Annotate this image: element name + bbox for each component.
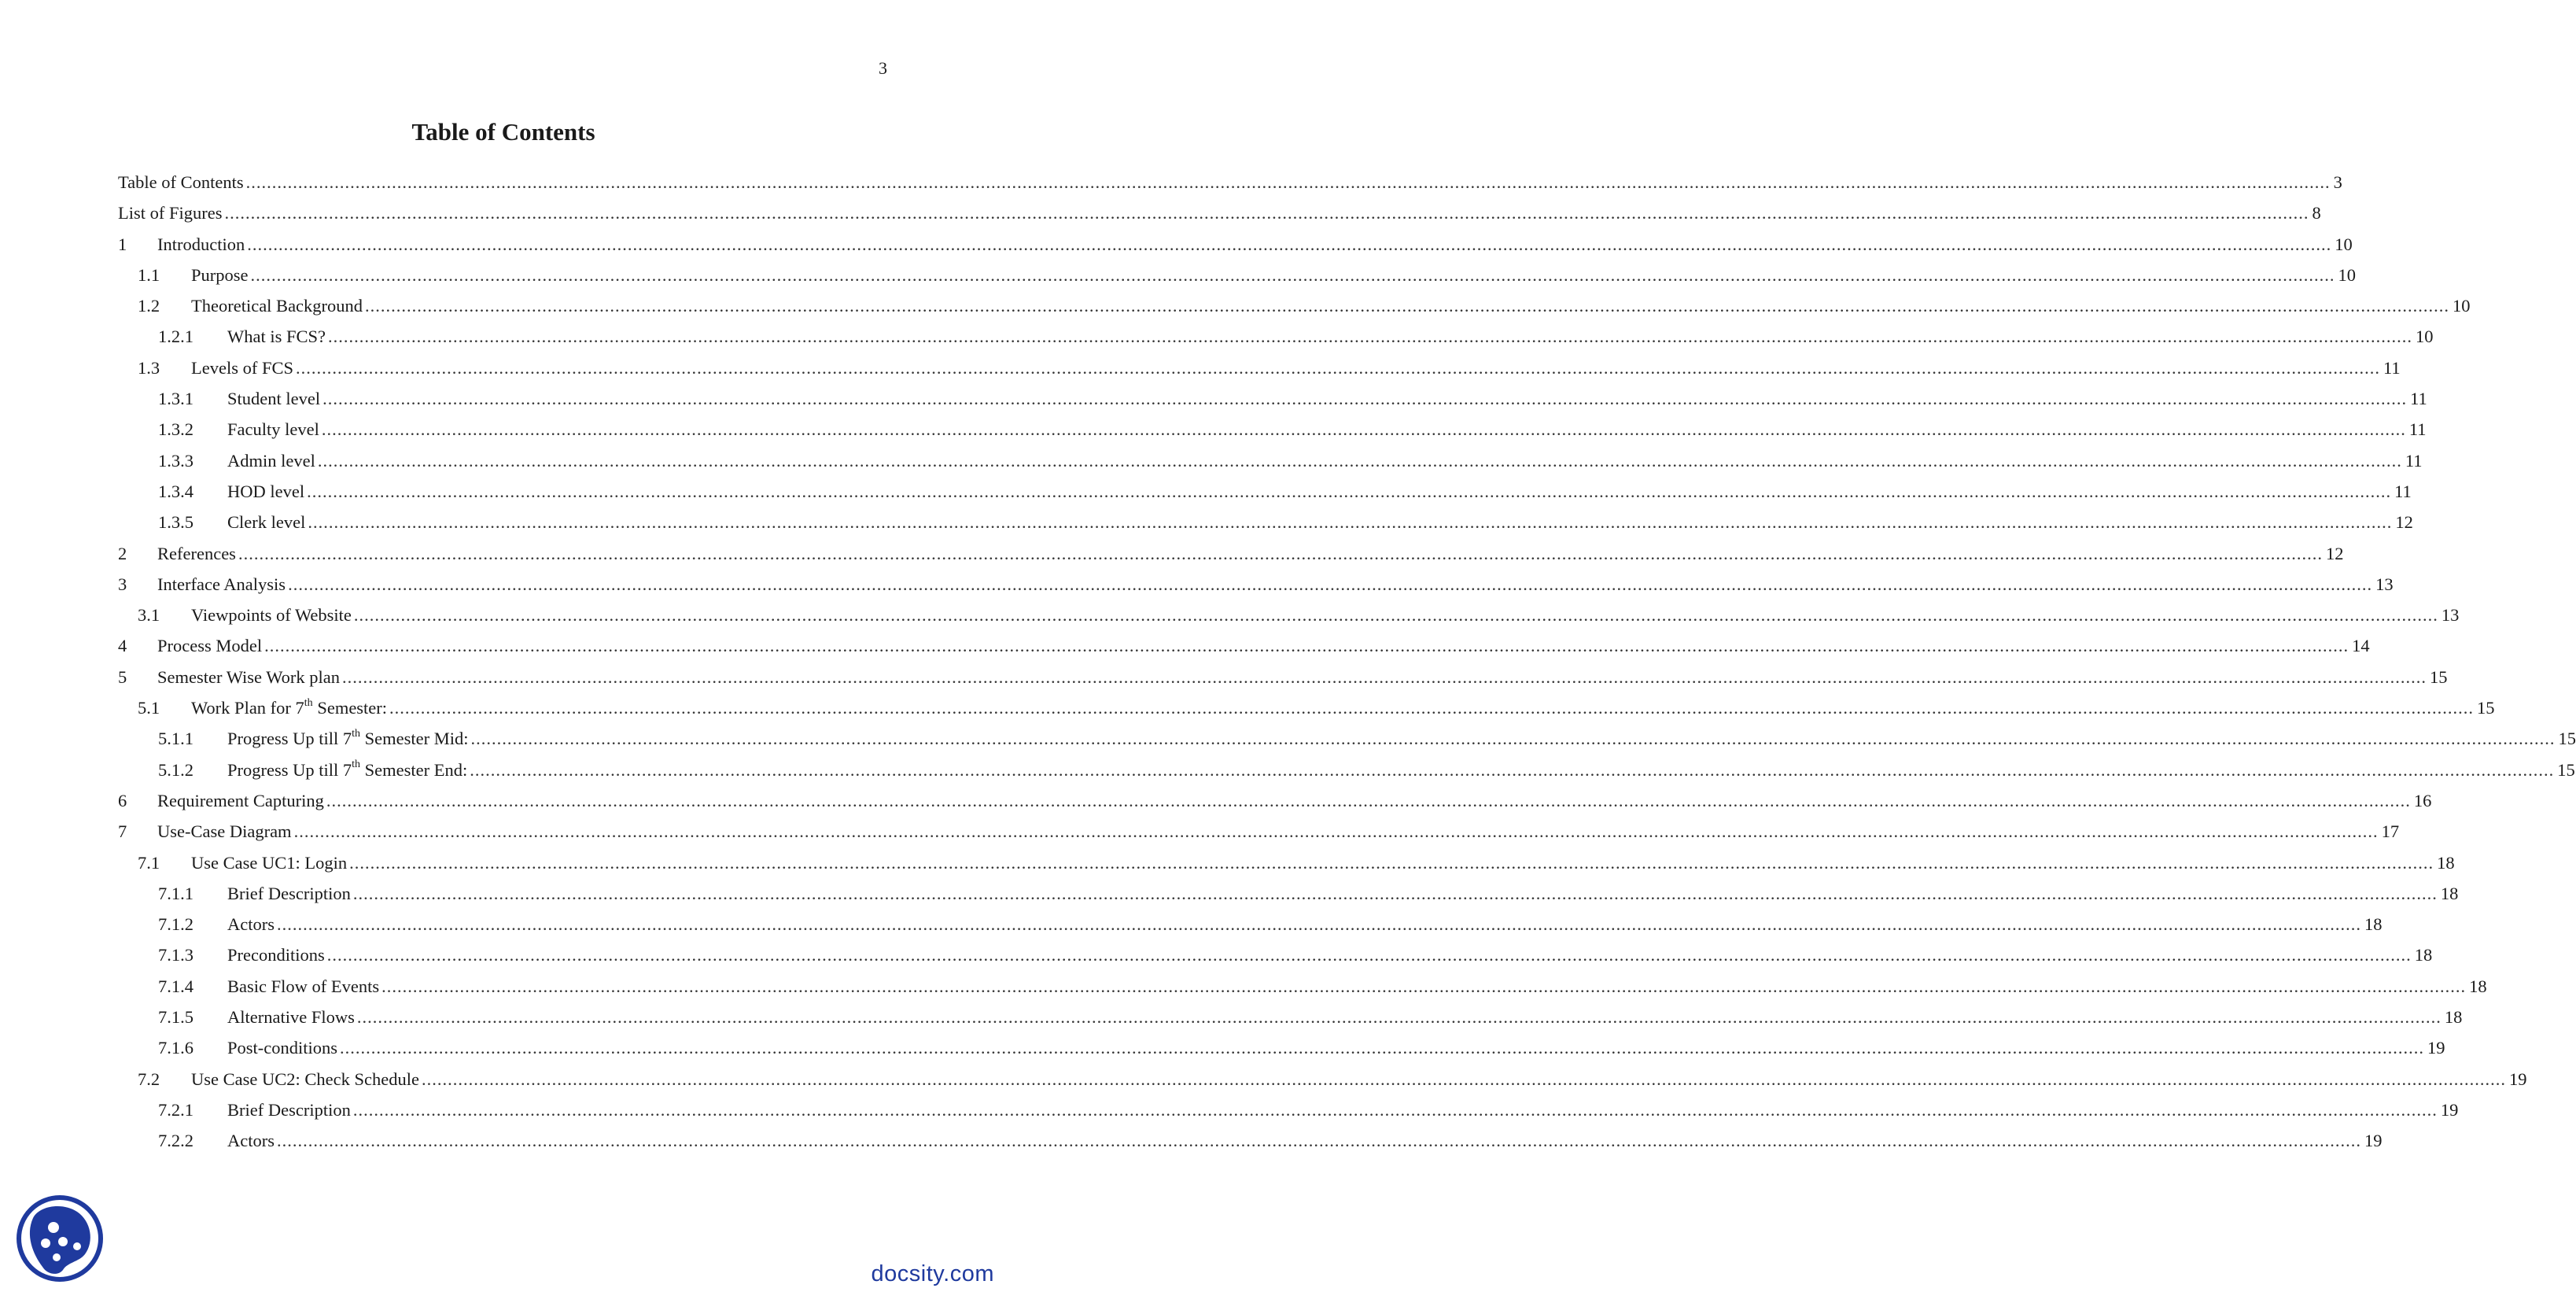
toc-entry-page: 18	[2469, 976, 2487, 996]
toc-entry-page: 15	[2430, 666, 2448, 687]
toc-entry-page: 11	[2394, 481, 2412, 501]
toc-entry[interactable]	[118, 389, 2427, 419]
toc-entry-title: Brief Description	[227, 883, 351, 903]
toc-entry-title: Actors	[227, 914, 275, 935]
toc-entry-page: 10	[2338, 264, 2356, 285]
toc-dot-leader: ................................................................................................................................................................................................................................................................................................................................................................................................................	[356, 1007, 2441, 1028]
toc-entry-title: Introduction	[157, 234, 245, 254]
toc-entry[interactable]	[118, 357, 2401, 389]
toc-entry[interactable]	[118, 419, 2427, 450]
toc-entry-page: 11	[2383, 357, 2401, 378]
toc-entry[interactable]	[118, 543, 2344, 574]
toc-entry[interactable]	[118, 883, 2459, 914]
toc-dot-leader: ................................................................................................................................................................................................................................................................................................................................................................................................................	[352, 1099, 2438, 1120]
toc-entry[interactable]	[118, 790, 2432, 821]
toc-entry-page: 15	[2557, 759, 2575, 780]
toc-dot-leader: ................................................................................................................................................................................................................................................................................................................................................................................................................	[224, 203, 2309, 223]
toc-entry-title: Clerk level	[227, 512, 306, 533]
toc-entry-page: 3	[2333, 172, 2342, 192]
toc-entry-title-part: Semester End:	[360, 759, 468, 780]
toc-entry-number: 7.2.1	[158, 1099, 193, 1120]
toc-entry-title: Use-Case Diagram	[157, 821, 292, 842]
toc-entry-page: 12	[2395, 512, 2413, 533]
toc-dot-leader: ................................................................................................................................................................................................................................................................................................................................................................................................................	[389, 698, 2475, 718]
toc-dot-leader: ................................................................................................................................................................................................................................................................................................................................................................................................................	[365, 296, 2450, 316]
toc-entry-number: 7.2.2	[158, 1131, 193, 1151]
toc-entry-number: 1.3.1	[158, 389, 193, 409]
toc-entry-title: Faculty level	[227, 419, 319, 440]
toc-entry-title: Levels of FCS	[191, 357, 294, 378]
toc-entry-page: 17	[2381, 821, 2400, 842]
toc-entry-title: Process Model	[157, 636, 263, 656]
toc-entry[interactable]	[118, 727, 2576, 759]
toc-entry-page: 10	[2335, 234, 2353, 254]
toc-entry-title: Requirement Capturing	[157, 790, 324, 810]
toc-entry[interactable]	[118, 696, 2495, 729]
toc-entry[interactable]	[118, 605, 2460, 636]
toc-dot-leader: ................................................................................................................................................................................................................................................................................................................................................................................................................	[245, 172, 2331, 192]
toc-dot-leader: ................................................................................................................................................................................................................................................................................................................................................................................................................	[308, 512, 2393, 533]
toc-entry-title: Preconditions	[227, 945, 325, 965]
toc-dot-leader: ................................................................................................................................................................................................................................................................................................................................................................................................................	[470, 729, 2556, 749]
toc-dot-leader: ................................................................................................................................................................................................................................................................................................................................................................................................................	[264, 636, 2349, 656]
toc-entry-title: References	[157, 543, 236, 563]
toc-entry-number: 5.1.2	[158, 759, 193, 780]
toc-entry[interactable]	[118, 666, 2448, 698]
toc-entry[interactable]	[118, 481, 2412, 512]
toc-entry-title: Interface Analysis	[157, 574, 286, 594]
toc-entry-number: 7.1.4	[158, 976, 193, 996]
toc-dot-leader: ................................................................................................................................................................................................................................................................................................................................................................................................................	[322, 389, 2408, 409]
toc-entry-page: 11	[2405, 450, 2423, 471]
toc-entry-number: 5.1.1	[158, 729, 193, 749]
toc-entry-number: 2	[118, 543, 127, 563]
toc-entry[interactable]	[118, 914, 2383, 945]
toc-entry[interactable]	[118, 264, 2356, 296]
toc-entry-number: 1.3.5	[158, 512, 193, 533]
toc-entry-number: 1	[118, 234, 127, 254]
toc-entry-title: Theoretical Background	[191, 296, 363, 316]
toc-entry[interactable]	[118, 172, 2342, 203]
toc-entry-page: 18	[2414, 945, 2433, 965]
toc-entry-page: 16	[2413, 790, 2432, 810]
toc-entry[interactable]	[118, 1007, 2463, 1038]
toc-entry-title: Post-conditions	[227, 1038, 338, 1058]
toc-entry-page: 18	[2364, 914, 2383, 935]
toc-entry-title: Alternative Flows	[227, 1007, 355, 1028]
toc-dot-leader: ................................................................................................................................................................................................................................................................................................................................................................................................................	[317, 450, 2402, 471]
toc-entry-title: Table of Contents	[118, 172, 244, 192]
toc-entry-page: 18	[2437, 852, 2455, 873]
toc-dot-leader: ................................................................................................................................................................................................................................................................................................................................................................................................................	[326, 945, 2412, 965]
toc-entry-number: 7.1.1	[158, 883, 193, 903]
toc-entry[interactable]	[118, 450, 2423, 482]
toc-entry[interactable]	[118, 976, 2487, 1007]
toc-entry[interactable]	[118, 296, 2471, 327]
toc-entry-number: 1.3.2	[158, 419, 193, 440]
toc-entry-page: 8	[2312, 203, 2321, 223]
toc-entry-title: Basic Flow of Events	[227, 976, 380, 996]
toc-dot-leader: ................................................................................................................................................................................................................................................................................................................................................................................................................	[326, 790, 2411, 810]
toc-entry-title: Semester Wise Work plan	[157, 666, 341, 687]
toc-dot-leader: ................................................................................................................................................................................................................................................................................................................................................................................................................	[247, 234, 2332, 254]
toc-dot-leader: ................................................................................................................................................................................................................................................................................................................................................................................................................	[349, 852, 2434, 873]
toc-entry-title	[227, 760, 467, 781]
toc-entry-number: 7.1.5	[158, 1007, 193, 1028]
toc-dot-leader: ................................................................................................................................................................................................................................................................................................................................................................................................................	[296, 357, 2381, 378]
toc-entry-number: 7.1.2	[158, 914, 193, 935]
toc-entry-title: Use Case UC1: Login	[191, 852, 348, 873]
toc-entry-title: HOD level	[227, 481, 305, 501]
toc-entry-number: 7.1.3	[158, 945, 193, 965]
toc-entry[interactable]	[118, 821, 2400, 852]
toc-entry-page: 18	[2444, 1007, 2463, 1028]
toc-entry-superscript: th	[352, 727, 361, 740]
toc-entry-number: 3	[118, 574, 127, 594]
toc-entry-number: 1.3.4	[158, 481, 193, 501]
toc-entry-title-part: Progress Up till 7	[227, 729, 352, 749]
toc-entry-page: 19	[2427, 1038, 2445, 1058]
toc-dot-leader: ................................................................................................................................................................................................................................................................................................................................................................................................................	[293, 821, 2379, 842]
toc-entry-superscript: th	[352, 759, 361, 771]
toc-entry-page: 10	[2453, 296, 2471, 316]
toc-dot-leader: ................................................................................................................................................................................................................................................................................................................................................................................................................	[250, 264, 2335, 285]
toc-entry[interactable]	[118, 234, 2353, 265]
toc-dot-leader: ................................................................................................................................................................................................................................................................................................................................................................................................................	[421, 1069, 2506, 1089]
toc-entry-title: Viewpoints of Website	[191, 605, 352, 626]
toc-entry-title: Brief Description	[227, 1099, 351, 1120]
toc-dot-leader: ................................................................................................................................................................................................................................................................................................................................................................................................................	[470, 759, 2555, 780]
toc-entry-title: Purpose	[191, 264, 249, 285]
toc-dot-leader: ................................................................................................................................................................................................................................................................................................................................................................................................................	[321, 419, 2406, 440]
toc-entry-superscript: th	[304, 696, 313, 709]
toc-entry-page: 19	[2364, 1131, 2383, 1151]
toc-entry[interactable]	[118, 945, 2433, 976]
docsity-logo-icon[interactable]	[16, 1194, 104, 1283]
toc-entry-title-part: Semester:	[312, 698, 388, 718]
toc-entry-title: Actors	[227, 1131, 275, 1151]
toc-entry-title	[191, 698, 387, 718]
toc-entry-number: 1.3.3	[158, 450, 193, 471]
toc-entry[interactable]	[118, 1069, 2527, 1100]
toc-entry-page: 12	[2325, 543, 2344, 563]
toc-entry[interactable]	[118, 1131, 2383, 1161]
toc-entry[interactable]	[118, 1099, 2459, 1131]
toc-entry-title: Student level	[227, 389, 321, 409]
brand-watermark[interactable]: docsity.com	[871, 1261, 994, 1286]
toc-dot-leader: ................................................................................................................................................................................................................................................................................................................................................................................................................	[328, 327, 2413, 347]
toc-entry-number: 5.1	[138, 698, 160, 718]
toc-entry-number: 7.1	[138, 852, 160, 873]
toc-entry[interactable]	[118, 636, 2370, 666]
toc-entry[interactable]	[118, 327, 2434, 357]
toc-entry-page: 13	[2441, 605, 2460, 626]
toc-list	[118, 172, 2576, 1162]
toc-entry[interactable]	[118, 759, 2575, 791]
toc-entry[interactable]	[118, 203, 2321, 234]
toc-entry-page: 19	[2440, 1099, 2459, 1120]
toc-dot-leader: ................................................................................................................................................................................................................................................................................................................................................................................................................	[342, 666, 2427, 687]
toc-entry-title-part: Progress Up till 7	[227, 759, 352, 780]
toc-entry-page: 15	[2477, 698, 2495, 718]
toc-entry-title: Use Case UC2: Check Schedule	[191, 1069, 419, 1089]
toc-dot-leader: ................................................................................................................................................................................................................................................................................................................................................................................................................	[340, 1038, 2425, 1058]
toc-entry-number: 6	[118, 790, 127, 810]
toc-entry-title	[227, 729, 469, 749]
toc-entry-number: 7.2	[138, 1069, 160, 1089]
toc-entry-number: 5	[118, 666, 127, 687]
toc-entry-page: 18	[2440, 883, 2459, 903]
toc-entry-title-part: Semester Mid:	[360, 729, 469, 749]
toc-dot-leader: ................................................................................................................................................................................................................................................................................................................................................................................................................	[307, 481, 2392, 501]
toc-dot-leader: ................................................................................................................................................................................................................................................................................................................................................................................................................	[352, 883, 2438, 903]
toc-dot-leader: ................................................................................................................................................................................................................................................................................................................................................................................................................	[353, 605, 2438, 626]
page-title: Table of Contents	[411, 118, 595, 146]
toc-dot-leader: ................................................................................................................................................................................................................................................................................................................................................................................................................	[238, 543, 2323, 563]
toc-entry-page: 14	[2352, 636, 2370, 656]
toc-dot-leader: ................................................................................................................................................................................................................................................................................................................................................................................................................	[288, 574, 2373, 594]
toc-dot-leader: ................................................................................................................................................................................................................................................................................................................................................................................................................	[381, 976, 2467, 996]
toc-dot-leader: ................................................................................................................................................................................................................................................................................................................................................................................................................	[277, 1131, 2361, 1151]
toc-entry-page: 13	[2375, 574, 2394, 594]
toc-entry-number: 7.1.6	[158, 1038, 193, 1058]
toc-entry-number: 4	[118, 636, 127, 656]
toc-entry-number: 7	[118, 821, 127, 842]
toc-entry-page: 11	[2408, 419, 2427, 440]
toc-entry-page: 15	[2558, 729, 2576, 749]
toc-entry-title: What is FCS?	[227, 327, 326, 347]
toc-entry-number: 1.1	[138, 264, 160, 285]
page-number: 3	[879, 58, 887, 78]
toc-entry-page: 10	[2416, 327, 2434, 347]
toc-entry[interactable]	[118, 512, 2413, 543]
toc-entry[interactable]	[118, 852, 2455, 884]
toc-entry-page: 19	[2508, 1069, 2527, 1089]
toc-entry-number: 1.2	[138, 296, 160, 316]
toc-entry[interactable]	[118, 574, 2394, 605]
toc-entry-page: 11	[2410, 389, 2427, 409]
toc-entry-title: List of Figures	[118, 203, 223, 223]
toc-dot-leader: ................................................................................................................................................................................................................................................................................................................................................................................................................	[277, 914, 2361, 935]
toc-entry[interactable]	[118, 1038, 2445, 1069]
toc-entry-number: 3.1	[138, 605, 160, 626]
toc-entry-title: Admin level	[227, 450, 315, 471]
toc-entry-number: 1.3	[138, 357, 160, 378]
toc-entry-number: 1.2.1	[158, 327, 193, 347]
toc-entry-title-part: Work Plan for 7	[191, 698, 304, 718]
